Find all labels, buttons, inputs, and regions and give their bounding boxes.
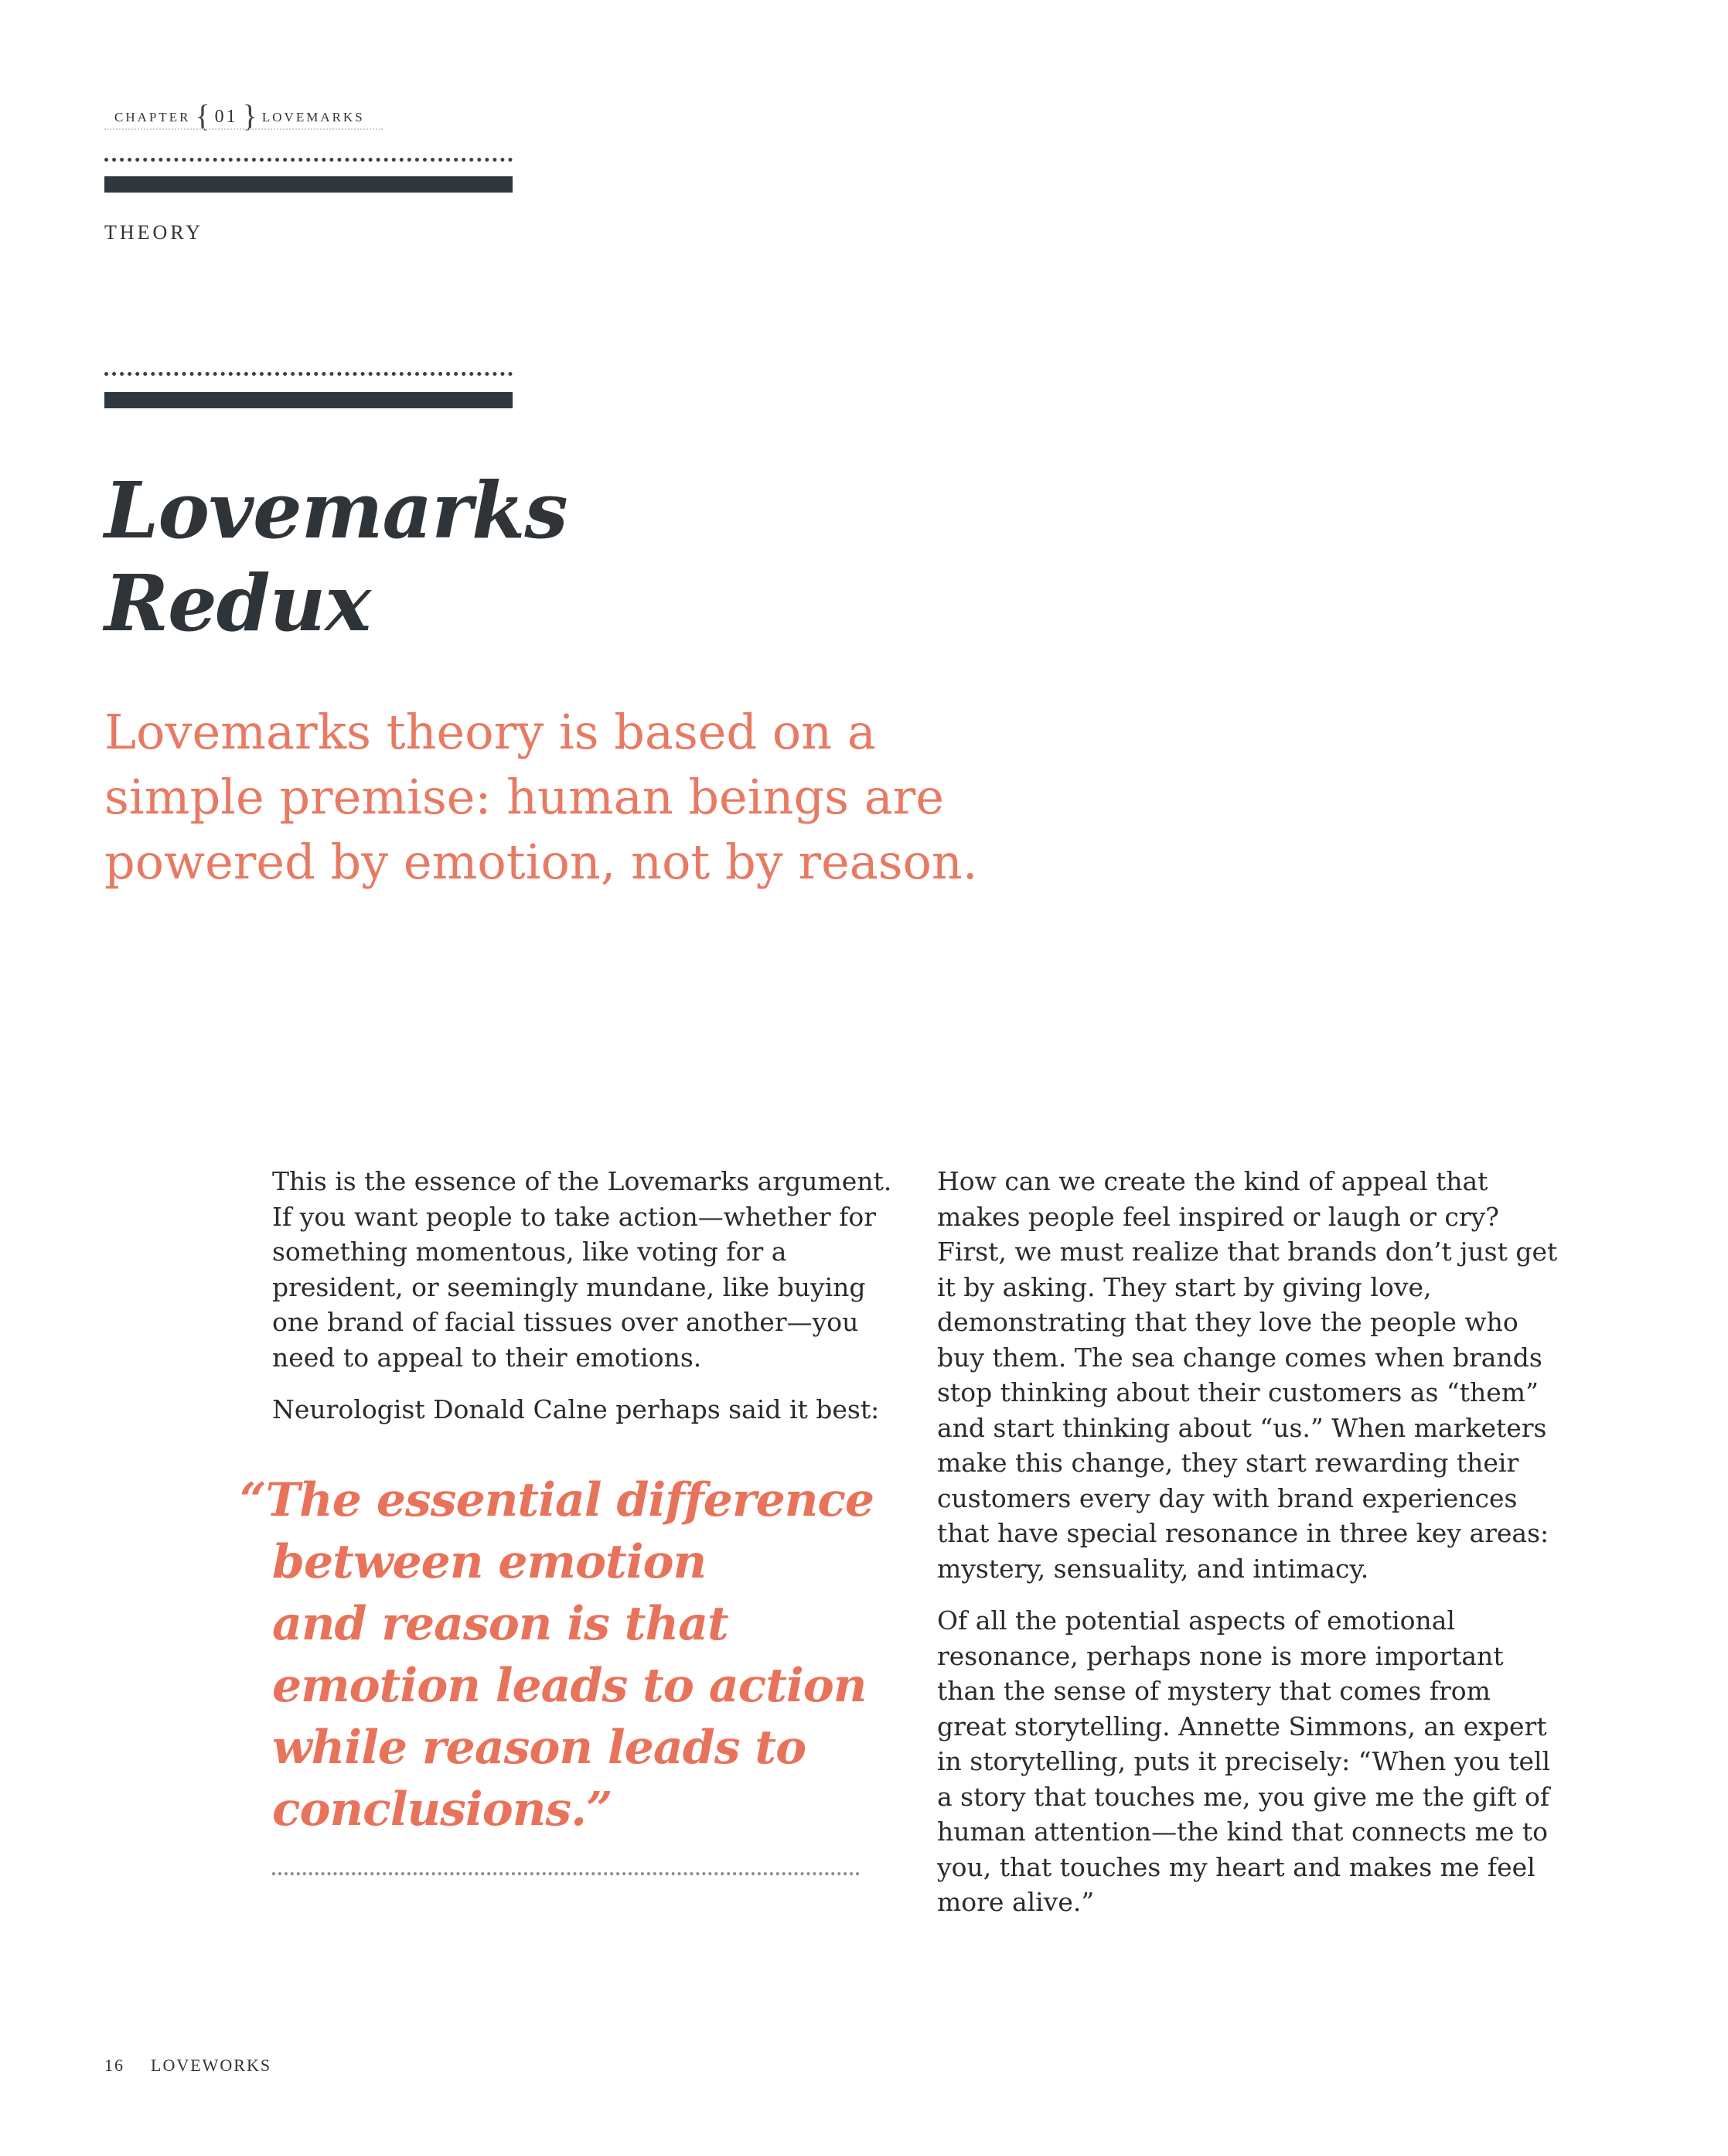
chapter-word: CHAPTER <box>114 110 191 125</box>
pull-quote <box>240 1469 936 1840</box>
right-paragraph-2: Of all the potential aspects of emotional resonance, perhaps none is more important than the sense of mystery that comes from great storytelling. Annette Simmons, an expert in storytelling, puts it precisely: “When you tell a story that touches me, you give me the gift of human attention—the kind that connects me to you, that touches my heart and makes me feel more alive.” <box>937 1605 1551 1917</box>
pull-quote-line-2: between emotion <box>272 1535 707 1589</box>
book-title: LOVEWORKS <box>151 2055 272 2075</box>
title-thick-rule <box>104 392 513 408</box>
article-title <box>104 464 567 650</box>
right-column <box>937 1164 1563 1937</box>
title-line-1: Lovemarks <box>104 465 567 556</box>
right-paragraph-1: How can we create the kind of appeal that makes people feel inspired or laugh or cry? First, we must realize that brands don’t just get it by asking. They start by giving love, demonstrating that they love the people who buy them. The sea change comes when brands stop thinking about their customers as “them” and start thinking about “us.” When marketers make this change, they start rewarding their customers every day with brand experiences that have special resonance in three key areas: mystery, sensuality, and intimacy. <box>937 1166 1558 1584</box>
pull-quote-dotted-rule <box>272 1872 860 1875</box>
title-line-2: Redux <box>104 558 370 649</box>
pull-quote-line-1: “The essential difference <box>240 1473 874 1527</box>
page-footer <box>104 2055 271 2076</box>
pull-quote-line-3: and reason is that <box>272 1597 728 1651</box>
top-dotted-rule <box>104 158 513 162</box>
title-dotted-rule <box>104 372 513 376</box>
left-column <box>272 1164 914 1445</box>
page-number: 16 <box>104 2055 124 2075</box>
left-paragraph-1: This is the essence of the Lovemarks argument. If you want people to take action—whether for something momentous, like voting for a president, or seemingly mundane, like buying one brand of facial tissues over another—you need to appeal to their emotions. <box>272 1166 892 1373</box>
chapter-underline <box>104 128 383 130</box>
chapter-number: 01 <box>214 107 238 127</box>
pull-quote-line-4: emotion leads to action <box>272 1659 867 1713</box>
close-brace-glyph: } <box>242 98 257 133</box>
open-brace-glyph: { <box>195 98 210 133</box>
left-paragraph-2: Neurologist Donald Calne perhaps said it best: <box>272 1394 880 1424</box>
pull-quote-line-5: while reason leads to <box>272 1721 806 1775</box>
pull-quote-line-6: conclusions.” <box>272 1782 612 1837</box>
article-intro: Lovemarks theory is based on a simple premise: human beings are powered by emotion, not by reason. <box>104 704 978 890</box>
top-thick-rule <box>104 176 513 193</box>
section-label: THEORY <box>104 221 203 244</box>
chapter-name: LOVEMARKS <box>261 110 365 125</box>
